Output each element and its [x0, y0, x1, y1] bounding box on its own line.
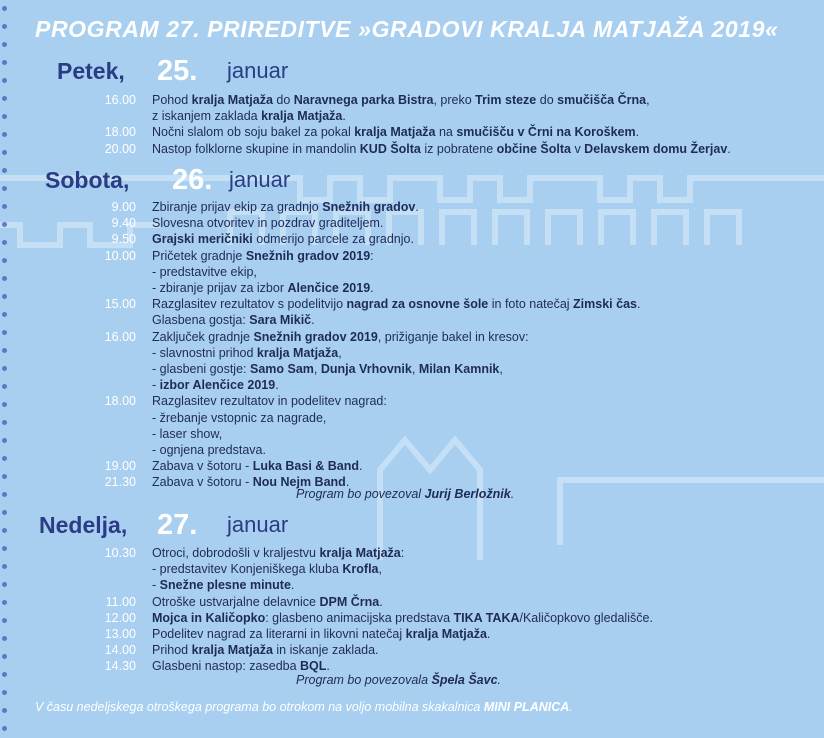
event-time: 10.30: [104, 546, 136, 560]
event-description: [152, 594, 383, 610]
event-text: - zbiranje prijav za izbor: [152, 281, 288, 295]
event-description: [152, 345, 342, 361]
day-name: Petek,: [57, 58, 125, 84]
event-text: Pričetek gradnje: [152, 248, 246, 263]
event-text: Nočni slalom ob soju bakel za pokal: [152, 125, 355, 140]
event-text: .: [275, 378, 279, 393]
program-moderator: [296, 672, 501, 688]
event-text: in foto natečaj: [488, 297, 574, 312]
day-heading: [0, 165, 824, 199]
day-month: januar: [227, 58, 289, 83]
event-description: [152, 377, 279, 393]
moderator-name: Špela Šavc: [431, 673, 498, 687]
event-time: 9.50: [111, 232, 136, 247]
event-text: :: [400, 546, 405, 560]
moderator-label: Program bo povezovala: [296, 673, 432, 687]
event-time: 14.30: [104, 659, 136, 674]
event-description: [152, 141, 731, 157]
border-dot: [2, 726, 7, 731]
event-highlight: Zimski čas: [573, 297, 637, 312]
schedule-row: [0, 231, 824, 247]
event-time: 14.00: [104, 643, 136, 658]
event-highlight: Snežnih gradov 2019: [253, 329, 378, 344]
event-highlight: kralja Matjaža: [261, 109, 343, 124]
event-text: .: [379, 594, 383, 609]
event-description: [152, 280, 374, 296]
schedule-row: [0, 561, 824, 577]
event-highlight: Snežne plesne minute: [159, 578, 291, 593]
event-text: .: [636, 297, 641, 312]
event-text: ,: [499, 362, 503, 376]
event-text: :: [370, 248, 374, 263]
event-text: .: [359, 459, 363, 474]
event-time: 18.00: [104, 125, 136, 140]
event-text: - ognjena predstava.: [152, 443, 266, 457]
schedule-row: [0, 545, 824, 561]
event-highlight: BQL: [300, 659, 327, 674]
event-text: in iskanje zaklada.: [272, 643, 379, 658]
footer-suffix: .: [569, 700, 573, 714]
footer-text: V času nedeljskega otroškega programa bo otrokom na voljo mobilna skakalnica: [35, 700, 484, 714]
border-dot: [2, 6, 7, 11]
event-highlight: Delavskem domu Žerjav: [584, 141, 728, 156]
event-time: 15.00: [104, 297, 136, 312]
event-text: Nastop folklorne skupine in mandolin: [152, 141, 360, 156]
event-text: .: [727, 141, 731, 156]
program-moderator: [296, 486, 514, 502]
event-text: /Kaličopkovo gledališče.: [519, 610, 653, 625]
day-heading: [0, 510, 824, 544]
moderator-name: Jurij Berložnik: [424, 487, 511, 501]
event-text: - predstavitev Konjeniškega kluba: [152, 562, 343, 577]
event-text: ,: [411, 362, 419, 376]
border-dot: [2, 492, 7, 497]
event-highlight: Snežnih gradov 2019: [245, 248, 371, 263]
schedule-row: [0, 124, 824, 140]
event-text: ,: [313, 362, 321, 376]
event-highlight: kralja Matjaža: [319, 546, 401, 560]
event-description: [152, 610, 653, 626]
border-dot: [2, 24, 7, 29]
event-description: [152, 442, 266, 458]
event-highlight: Milan Kamnik: [418, 362, 500, 376]
schedule-row: [0, 141, 824, 157]
event-time: 16.00: [104, 329, 136, 344]
event-highlight: občine Šolta: [496, 141, 571, 156]
event-time: 18.00: [104, 394, 136, 409]
day-name: Nedelja,: [39, 512, 128, 538]
event-text: .: [486, 627, 491, 641]
event-highlight: kralja Matjaža: [256, 345, 339, 360]
event-description: [152, 577, 294, 593]
event-time: 11.00: [105, 594, 136, 609]
event-description: [152, 248, 374, 264]
event-text: Slovesna otvoritev in pozdrav graditeljem.: [152, 216, 384, 231]
border-dot: [2, 690, 7, 695]
event-description: [152, 108, 346, 124]
event-text: Glasbena gostja:: [152, 313, 250, 328]
event-text: z iskanjem zaklada: [152, 109, 262, 124]
event-highlight: Samo Sam: [249, 362, 314, 376]
event-text: Prihod: [152, 643, 192, 658]
event-time: 16.00: [104, 93, 136, 107]
event-description: [152, 393, 387, 409]
event-description: [152, 626, 490, 642]
event-highlight: Luka Basi & Band: [252, 459, 360, 474]
schedule-row: [0, 329, 824, 345]
schedule-row: [0, 426, 824, 442]
event-highlight: izbor Alenčice 2019: [159, 378, 276, 393]
event-highlight: KUD Šolta: [359, 141, 421, 156]
event-description: [152, 329, 529, 345]
schedule-row: [0, 442, 824, 458]
event-text: na: [435, 125, 457, 140]
schedule-row: [0, 215, 824, 231]
event-highlight: kralja Matjaža: [354, 125, 436, 140]
event-description: [152, 215, 383, 231]
event-text: ,: [378, 562, 382, 577]
event-time: 10.00: [104, 248, 136, 263]
event-description: [152, 312, 315, 328]
event-text: Podelitev nagrad za literarni in likovni natečaj: [152, 627, 406, 641]
footer-note: [35, 698, 815, 716]
event-text: Razglasitev rezultatov s podelitvijo: [152, 297, 347, 312]
event-text: - laser show,: [152, 426, 223, 441]
day-name: Sobota,: [45, 167, 130, 193]
event-highlight: smučišča Črna: [557, 93, 647, 107]
event-text: , preko: [433, 93, 476, 107]
event-highlight: kralja Matjaža: [405, 627, 487, 641]
event-text: iz pobratene: [420, 141, 497, 156]
event-highlight: Grajski meričniki: [152, 232, 253, 247]
event-text: .: [635, 125, 640, 140]
event-highlight: Trim steze: [475, 93, 537, 107]
event-description: [152, 458, 363, 474]
event-text: .: [326, 659, 330, 674]
event-time: 20.00: [104, 141, 136, 156]
event-description: [152, 264, 257, 280]
schedule-row: [0, 312, 824, 328]
event-description: [152, 361, 503, 377]
schedule-row: [0, 610, 824, 626]
schedule-row: [0, 345, 824, 361]
event-text: .: [415, 200, 419, 214]
event-description: [152, 561, 382, 577]
event-text: Razglasitev rezultatov in podelitev nagrad:: [152, 394, 387, 409]
event-description: [152, 410, 326, 426]
event-highlight: Mojca in Kaličopko: [152, 610, 266, 625]
event-highlight: Dunja Vrhovnik: [320, 362, 412, 376]
event-text: do: [272, 93, 294, 107]
event-text: - predstavitve ekip,: [152, 264, 257, 279]
event-description: [152, 199, 419, 215]
event-time: 19.00: [104, 459, 136, 474]
event-description: [152, 545, 404, 561]
event-highlight: Alenčice 2019: [287, 281, 371, 295]
event-highlight: kralja Matjaža: [191, 643, 273, 658]
event-text: .: [290, 578, 295, 593]
event-text: odmerijo parcele za gradnjo.: [252, 232, 414, 247]
schedule-row: [0, 108, 824, 124]
event-text: Otroci, dobrodošli v kraljestvu: [152, 546, 320, 560]
schedule-row: [0, 642, 824, 658]
schedule-row: [0, 577, 824, 593]
event-text: .: [345, 475, 350, 490]
event-text: -: [152, 578, 160, 593]
schedule-row: [0, 248, 824, 264]
event-text: - žrebanje vstopnic za nagrade,: [152, 410, 327, 425]
event-text: Pohod: [152, 93, 192, 107]
event-text: .: [370, 281, 374, 295]
footer-highlight: MINI PLANICA: [483, 700, 570, 714]
event-description: [152, 92, 650, 108]
event-text: - glasbeni gostje:: [152, 362, 250, 376]
day-number: 26.: [172, 164, 213, 196]
day-number: 25.: [157, 55, 198, 87]
event-description: [152, 426, 222, 442]
schedule-row: [0, 264, 824, 280]
border-dot: [2, 42, 7, 47]
day-heading: [0, 56, 824, 90]
event-highlight: Nou Nejm Band: [252, 475, 346, 490]
schedule-row: [0, 377, 824, 393]
schedule-row: [0, 199, 824, 215]
event-time: 21.30: [104, 475, 136, 490]
event-text: .: [311, 313, 315, 328]
event-highlight: DPM Črna: [319, 594, 380, 609]
event-text: Zabava v šotoru -: [152, 475, 253, 490]
schedule-row: [0, 458, 824, 474]
event-time: 12.00: [104, 610, 136, 625]
event-text: Zaključek gradnje: [152, 329, 254, 344]
border-dot: [2, 708, 7, 713]
event-highlight: TIKA TAKA: [453, 610, 520, 625]
event-time: 13.00: [104, 627, 136, 641]
schedule-row: [0, 410, 824, 426]
schedule-row: [0, 280, 824, 296]
day-number: 27.: [157, 509, 198, 541]
day-month: januar: [229, 167, 291, 192]
event-highlight: Snežnih gradov: [322, 200, 416, 214]
event-highlight: Krofla: [342, 562, 379, 577]
event-text: - slavnostni prihod: [152, 345, 257, 360]
event-highlight: kralja Matjaža: [191, 93, 273, 107]
page-title: PROGRAM 27. PRIREDITVE »GRADOVI KRALJA MATJAŽA 2019«: [35, 16, 779, 42]
schedule-row: [0, 92, 824, 108]
event-text: Glasbeni nastop: zasedba: [152, 659, 301, 674]
event-highlight: nagrad za osnovne šole: [346, 297, 489, 312]
event-text: -: [152, 378, 160, 393]
event-text: ,: [338, 345, 342, 360]
event-highlight: Naravnega parka Bistra: [293, 93, 434, 107]
event-description: [152, 124, 639, 140]
event-time: 9.00: [111, 200, 136, 214]
moderator-suffix: .: [497, 673, 501, 687]
event-description: [152, 231, 414, 247]
event-text: Zabava v šotoru -: [152, 459, 253, 474]
event-highlight: smučišču v Črni na Koroškem: [456, 125, 636, 140]
event-text: .: [342, 109, 346, 124]
event-text: , prižiganje bakel in kresov:: [377, 329, 529, 344]
event-text: ,: [646, 93, 650, 107]
moderator-label: Program bo povezoval: [296, 487, 425, 501]
event-description: [152, 642, 379, 658]
event-description: [152, 296, 640, 312]
day-month: januar: [227, 512, 289, 537]
event-text: Zbiranje prijav ekip za gradnjo: [152, 200, 323, 214]
schedule-row: [0, 393, 824, 409]
schedule-row: [0, 626, 824, 642]
event-highlight: Sara Mikič: [249, 313, 312, 328]
event-text: do: [536, 93, 558, 107]
schedule-row: [0, 361, 824, 377]
schedule-row: [0, 296, 824, 312]
event-text: v: [570, 141, 585, 156]
moderator-suffix: .: [510, 487, 515, 501]
event-text: Otroške ustvarjalne delavnice: [152, 594, 320, 609]
schedule-row: [0, 594, 824, 610]
event-text: : glasbeno animacijska predstava: [265, 610, 454, 625]
event-time: 9.40: [111, 216, 136, 231]
